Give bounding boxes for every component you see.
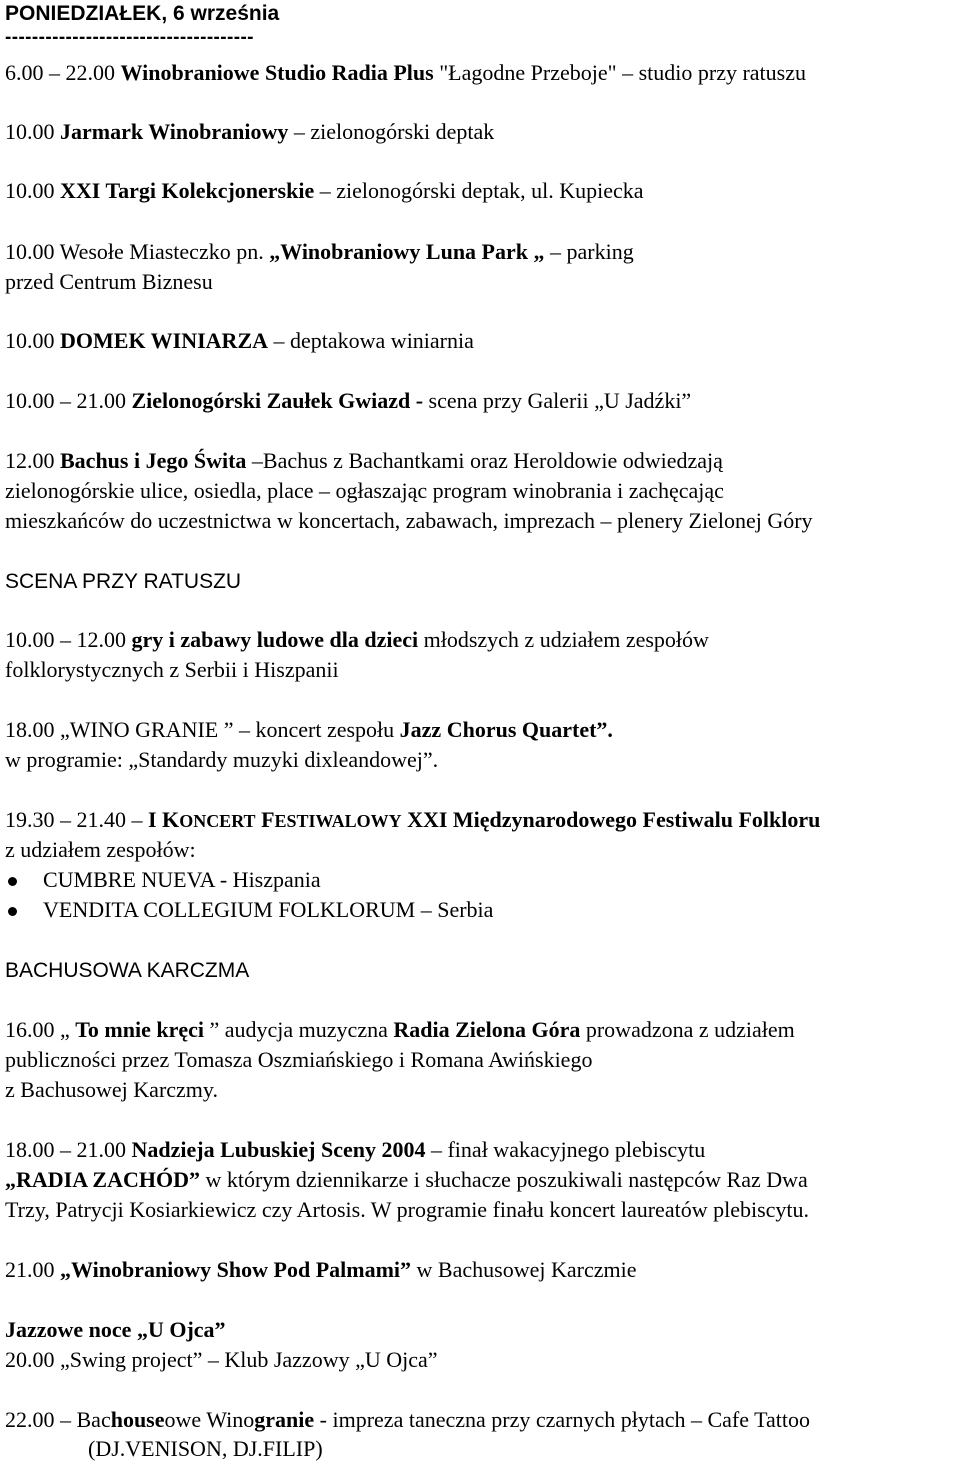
title-underline: ------------------------------------- (5, 27, 254, 48)
event-line-continuation: w programie: „Standardy muzyki dixleandowej”. (5, 747, 439, 772)
event-detail: scena przy Galerii „U Jadźki” (423, 388, 692, 413)
event-time: 12.00 (5, 448, 60, 473)
event-line: 16.00 „ To mnie kręci ” audycja muzyczna Radia Zielona Góra prowadzona z udziałem (5, 1017, 795, 1042)
event-name: To mnie kręci (75, 1017, 204, 1042)
event-detail: –Bachus z Bachantkami oraz Heroldowie odwiedzają (246, 448, 723, 473)
event-line (5, 177, 644, 205)
bullet-dot-icon (8, 907, 17, 916)
event-line-continuation: przed Centrum Biznesu (5, 269, 213, 294)
event-name: Winobraniowe Studio Radia Plus (120, 60, 434, 85)
event-detail: młodszych z udziałem zespołów (418, 627, 709, 652)
event-name: Jazz Chorus Quartet”. (399, 717, 613, 742)
event-line: 22.00 – Bachouseowe Winogranie - impreza taneczna przy czarnych płytach – Cafe Tattoo (5, 1407, 811, 1432)
event-line (5, 118, 494, 146)
day-title: PONIEDZIAŁEK, 6 września (5, 2, 280, 25)
event-line (5, 626, 709, 654)
event-line: 21.00 „Winobraniowy Show Pod Palmami” w Bachusowej Karczmie (5, 1257, 637, 1282)
event-line-continuation: folklorystycznych z Serbii i Hiszpanii (5, 657, 339, 682)
event-detail: – parking (544, 239, 634, 264)
event-line-continuation: Trzy, Patrycji Kosiarkiewicz czy Artosis. W programie finału koncert laureatów plebiscytu. (5, 1197, 810, 1222)
event-name: DOMEK WINIARZA (60, 328, 269, 353)
event-line: 18.00 – 21.00 Nadzieja Lubuskiej Sceny 2004 – finał wakacyjnego plebiscytu (5, 1137, 706, 1162)
event-time: 10.00 – 21.00 (5, 388, 132, 413)
event-detail: – zielonogórski deptak (288, 119, 495, 144)
event-line: 20.00 „Swing project” – Klub Jazzowy „U Ojca” (5, 1347, 438, 1372)
event-name: XXI Targi Kolekcjonerskie (60, 178, 315, 203)
event-time: 10.00 Wesołe Miasteczko pn. (5, 239, 270, 264)
list-item: VENDITA COLLEGIUM FOLKLORUM – Serbia (43, 897, 494, 922)
event-time: 10.00 (5, 328, 60, 353)
event-line (5, 238, 634, 266)
event-name: Nadzieja Lubuskiej Sceny 2004 (131, 1137, 426, 1162)
bullet-dot-icon (8, 877, 17, 886)
event-name: „Winobraniowy Luna Park „ (269, 239, 545, 264)
event-detail: – zielonogórski deptak, ul. Kupiecka (314, 178, 644, 203)
event-time: 18.00 „WINO GRANIE ” – koncert zespołu (5, 717, 400, 742)
section-heading-karczma: BACHUSOWA KARCZMA (5, 959, 250, 982)
event-name: Radia Zielona Góra (393, 1017, 581, 1042)
event-name: „RADIA ZACHÓD” (5, 1167, 200, 1192)
list-item: CUMBRE NUEVA - Hiszpania (43, 867, 321, 892)
event-detail: "Łagodne Przeboje" – studio przy ratuszu (433, 60, 806, 85)
event-detail: – deptakowa winiarnia (268, 328, 474, 353)
event-line-continuation: publiczności przez Tomasza Oszmiańskiego i Romana Awińskiego (5, 1047, 593, 1072)
event-line (5, 59, 806, 87)
event-name: „Winobraniowy Show Pod Palmami” (60, 1257, 412, 1282)
event-name: Jarmark Winobraniowy (60, 119, 289, 144)
event-time: 10.00 (5, 178, 60, 203)
section-heading-jazz: Jazzowe noce „U Ojca” (5, 1317, 226, 1342)
event-line (5, 806, 820, 835)
event-name: gry i zabawy ludowe dla dzieci (131, 627, 419, 652)
event-line-continuation: z udziałem zespołów: (5, 837, 196, 862)
event-time: 19.30 – 21.40 – (5, 807, 148, 832)
event-line (5, 327, 474, 355)
event-line-continuation: mieszkańców do uczestnictwa w koncertach, zabawach, imprezach – plenery Zielonej Góry (5, 508, 813, 533)
event-name: I KONCERT FESTIWALOWY XXI Międzynarodowego Festiwalu Folkloru (148, 807, 821, 832)
event-name: Bachus i Jego Świta (60, 448, 247, 473)
event-line-continuation: z Bachusowej Karczmy. (5, 1077, 218, 1102)
event-name: Zielonogórski Zaułek Gwiazd - (131, 388, 424, 413)
event-line-continuation: (DJ.VENISON, DJ.FILIP) (88, 1436, 323, 1461)
event-time: 10.00 (5, 119, 60, 144)
event-time: 6.00 – 22.00 (5, 60, 121, 85)
event-line (5, 387, 691, 415)
section-heading-scena: SCENA PRZY RATUSZU (5, 570, 242, 593)
event-line (5, 447, 723, 475)
event-time: 10.00 – 12.00 (5, 627, 132, 652)
event-line-continuation: zielonogórskie ulice, osiedla, place – ogłaszając program winobrania i zachęcając (5, 478, 724, 503)
event-line-continuation: „RADIA ZACHÓD” w którym dziennikarze i słuchacze poszukiwali następców Raz Dwa (5, 1167, 808, 1192)
event-line (5, 716, 613, 744)
